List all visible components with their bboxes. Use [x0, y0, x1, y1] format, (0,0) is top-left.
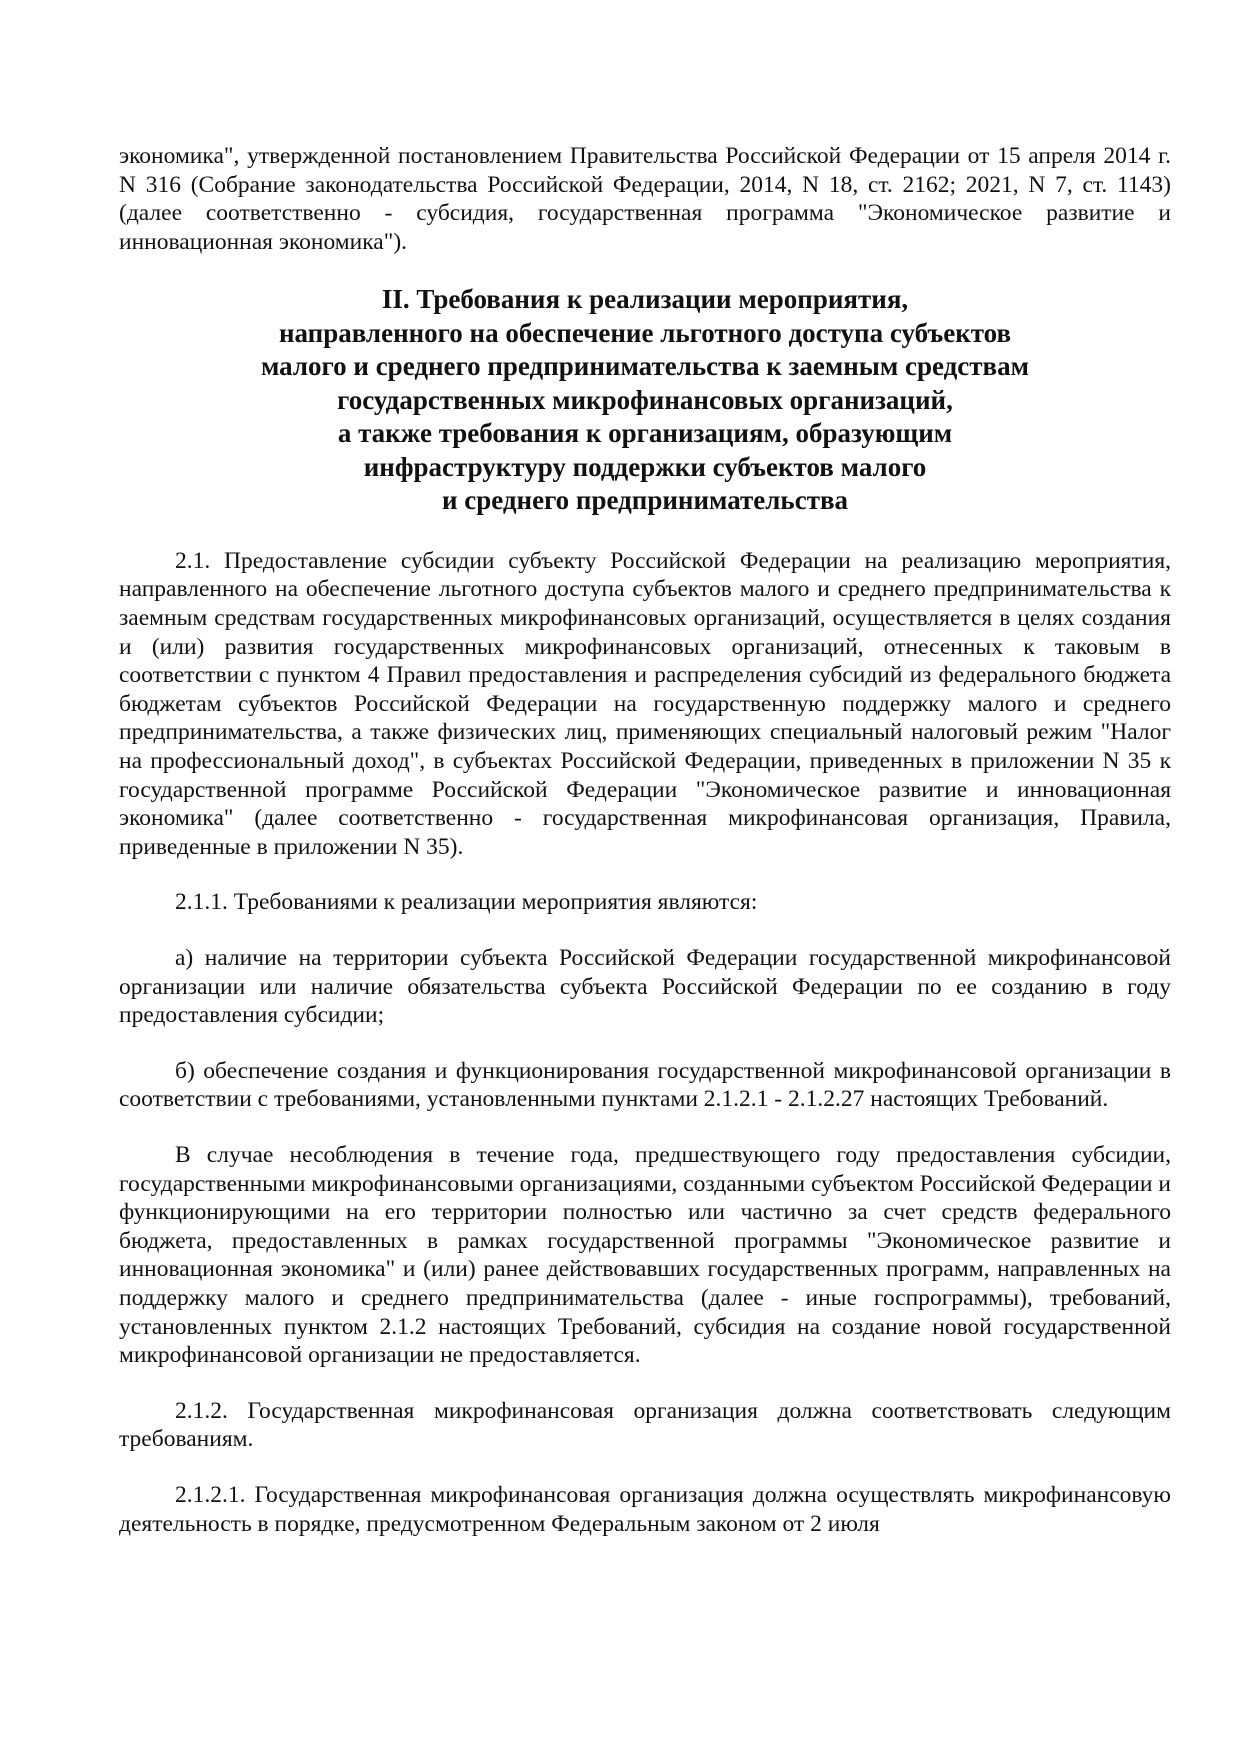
- heading-line: и среднего предпринимательства: [441, 485, 849, 516]
- heading-line: II. Требования к реализации мероприятия,: [381, 284, 909, 315]
- heading-line: направленного на обеспечение льготного доступа субъектов: [278, 317, 1012, 348]
- paragraph-item-a: а) наличие на территории субъекта Российской Федерации государственной микрофинансовой организации или наличие обязательства субъекта Российской Федерации по ее созданию в году предоставления субсидии;: [119, 945, 1171, 1029]
- paragraph-2-1-2-1: 2.1.2.1. Государственная микрофинансовая организация должна осуществлять микрофинансовую деятельность в порядке, предусмотренном Федеральным законом от 2 июля: [119, 1481, 1171, 1537]
- heading-line: инфраструктуру поддержки субъектов малого: [363, 451, 927, 482]
- document-page: [119, 142, 1171, 1565]
- heading-line: а также требования к организациям, образующим: [337, 418, 953, 449]
- paragraph-2-1: 2.1. Предоставление субсидии субъекту Российской Федерации на реализацию мероприятия, направленного на обеспечение льготного доступа субъектов малого и среднего предпринимательства к заемным средствам государственных микрофинансовых организаций, осуществляется в целях создания и (или) развития государственных микрофинансовых организаций, отнесенных к таковым в соответствии с пунктом 4 Правил предоставления и распределения субсидий из федерального бюджета бюджетам субъектов Российской Федерации на государственную поддержку малого и среднего предпринимательства, а также физических лиц, применяющих специальный налоговый режим "Налог на профессиональный доход", в субъектах Российской Федерации, приведенных в приложении N 35 к государственной программе Российской Федерации "Экономическое развитие и инновационная экономика" (далее соответственно - государственная микрофинансовая организация, Правила, приведенные в приложении N 35).: [119, 547, 1171, 860]
- heading-line: малого и среднего предпринимательства к заемным средствам: [260, 351, 1030, 382]
- paragraph-item-b: б) обеспечение создания и функционирования государственной микрофинансовой организации в соответствии с требованиями, установленными пунктами 2.1.2.1 - 2.1.2.27 настоящих Требований.: [119, 1057, 1171, 1113]
- heading-line: государственных микрофинансовых организаций,: [337, 384, 953, 415]
- paragraph-2-1-2: 2.1.2. Государственная микрофинансовая организация должна соответствовать следующим требованиям.: [119, 1397, 1171, 1453]
- paragraph-non-compliance: В случае несоблюдения в течение года, предшествующего году предоставления субсидии, государственными микрофинансовыми организациями, созданными субъектом Российской Федерации и функционирующими на его территории полностью или частично за счет средств федерального бюджета, предоставленных в рамках государственной программы "Экономическое развитие и инновационная экономика" и (или) ранее действовавших государственных программ, направленных на поддержку малого и среднего предпринимательства (далее - иные госпрограммы), требований, установленных пунктом 2.1.2 настоящих Требований, субсидия на создание новой государственной микрофинансовой организации не предоставляется.: [119, 1141, 1171, 1369]
- intro-paragraph: экономика", утвержденной постановлением Правительства Российской Федерации от 15 апреля 2014 г. N 316 (Собрание законодательства Российской Федерации, 2014, N 18, ст. 2162; 2021, N 7, ст. 1143) (далее соответственно - субсидия, государственная программа "Экономическое развитие и инновационная экономика").: [119, 143, 1171, 255]
- section-heading: [119, 283, 1171, 518]
- paragraph-2-1-1: 2.1.1. Требованиями к реализации мероприятия являются:: [175, 889, 758, 916]
